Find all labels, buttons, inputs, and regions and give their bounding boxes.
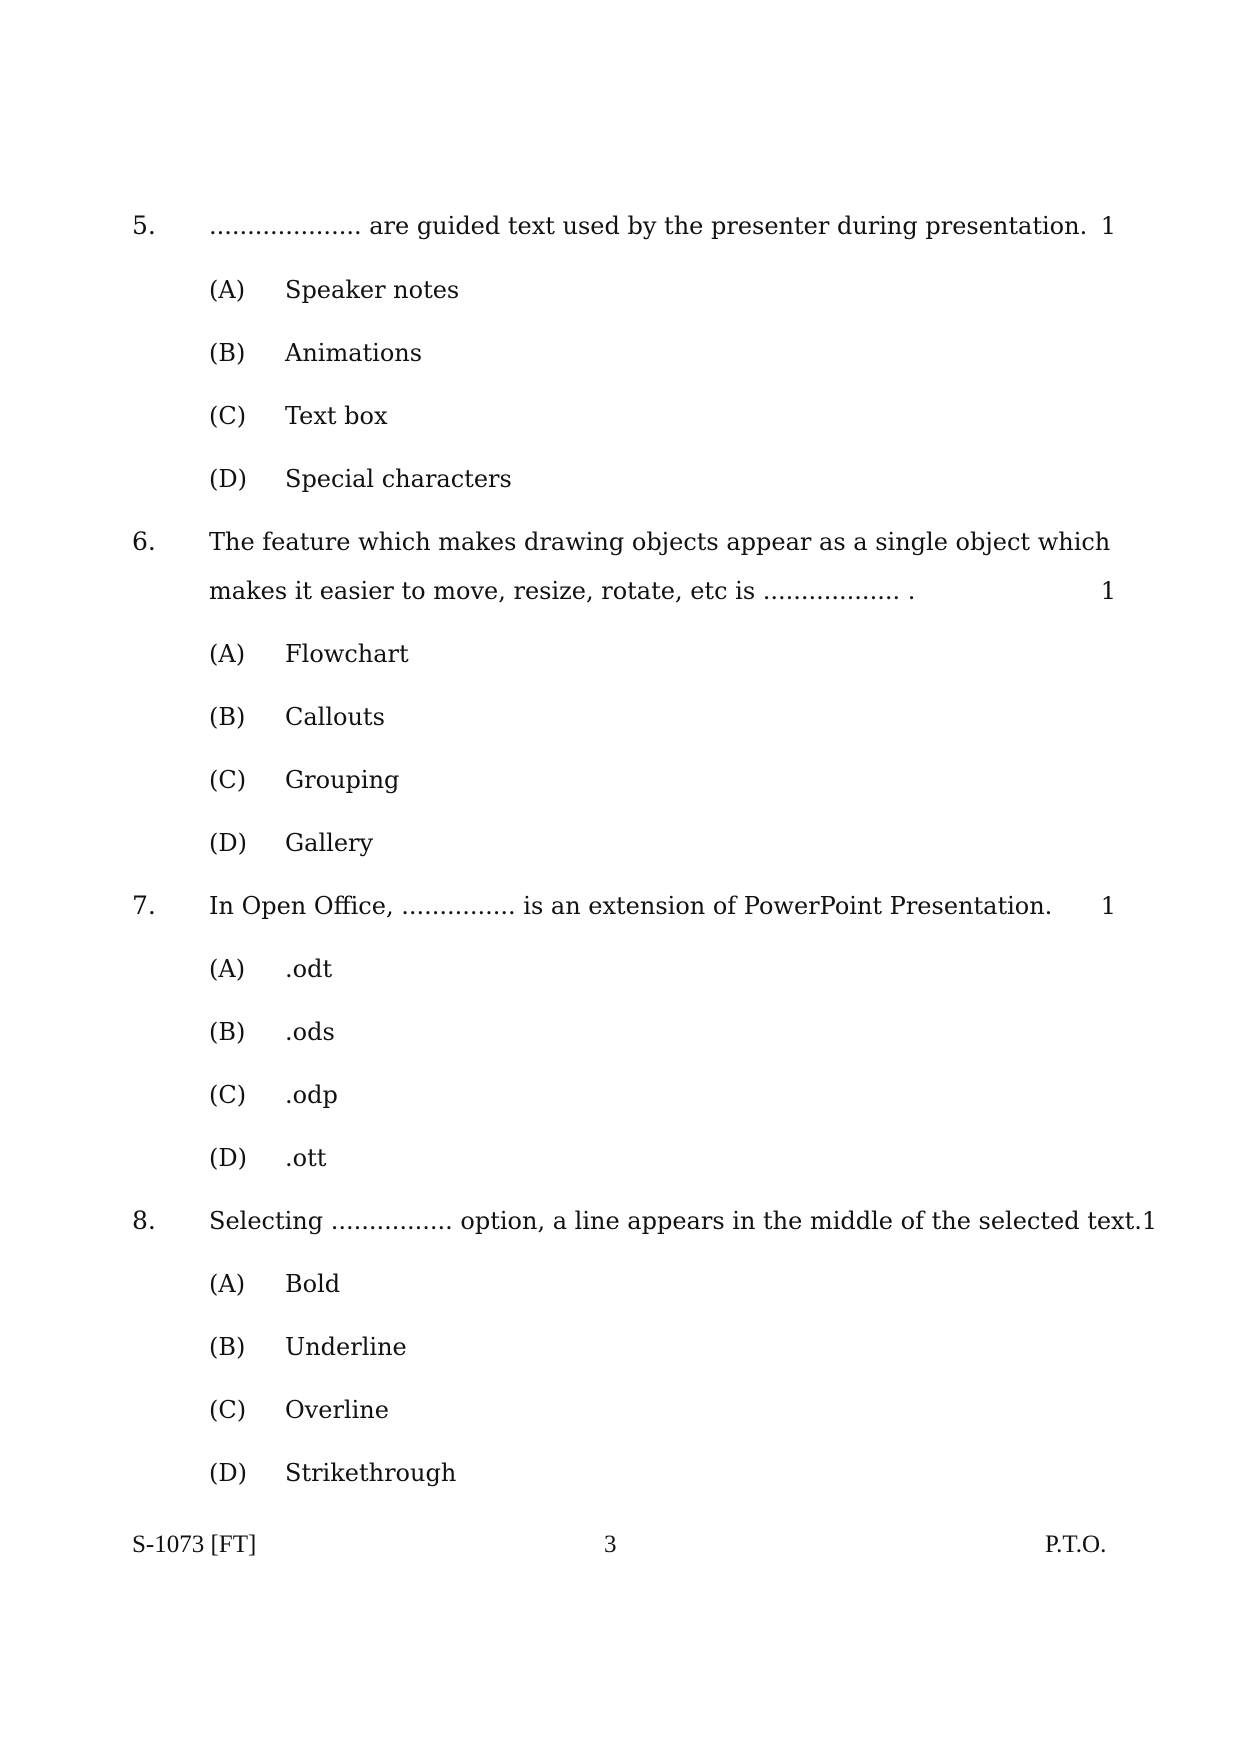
question-marks: 1	[1141, 1207, 1158, 1235]
option	[209, 765, 399, 795]
option-text: .ods	[285, 1018, 335, 1046]
option-letter: (B)	[209, 703, 246, 731]
option	[209, 1080, 338, 1110]
option-letter: (C)	[209, 1396, 247, 1424]
option-letter: (A)	[209, 640, 246, 668]
option	[209, 1017, 335, 1047]
question-text-line: In Open Office, ............... is an extension of PowerPoint Presentation.	[209, 892, 1053, 920]
option	[209, 1395, 389, 1425]
option-text: Overline	[285, 1396, 389, 1424]
question-text	[209, 211, 1116, 241]
question-text-line	[209, 527, 1116, 557]
option-text: Underline	[285, 1333, 407, 1361]
option-letter: (C)	[209, 1081, 247, 1109]
option	[209, 702, 385, 732]
option	[209, 1269, 340, 1299]
option-text: Speaker notes	[285, 276, 460, 304]
option-text: Special characters	[285, 465, 512, 493]
option-letter: (D)	[209, 829, 247, 857]
paper-code: S-1073 [FT]	[132, 1531, 257, 1558]
option-text: Strikethrough	[285, 1459, 457, 1487]
question-text	[209, 891, 1116, 921]
option	[209, 1332, 407, 1362]
question-number: 7.	[132, 891, 156, 920]
option-text: Gallery	[285, 829, 374, 857]
option	[209, 338, 422, 368]
question-text-line: The feature which makes drawing objects appear as a single object which	[209, 528, 1111, 556]
option-text: .odp	[285, 1081, 338, 1109]
option-letter: (C)	[209, 766, 247, 794]
question-text-line: .................... are guided text used by the presenter during presentation.	[209, 212, 1088, 240]
option	[209, 639, 409, 669]
option-letter: (B)	[209, 339, 246, 367]
option	[209, 1458, 456, 1488]
option-text: Bold	[285, 1270, 341, 1298]
option	[209, 464, 512, 494]
option	[209, 1143, 326, 1173]
option-text: .odt	[285, 955, 333, 983]
option-letter: (A)	[209, 276, 246, 304]
option-text: Flowchart	[285, 640, 409, 668]
option-letter: (B)	[209, 1018, 246, 1046]
option-text: .ott	[285, 1144, 327, 1172]
option-text: Text box	[285, 402, 388, 430]
question-text-line: Selecting ................ option, a line appears in the middle of the selected text.	[209, 1207, 1142, 1235]
option-text: Animations	[285, 339, 423, 367]
option-letter: (D)	[209, 1459, 247, 1487]
option-letter: (C)	[209, 402, 247, 430]
option-text: Grouping	[285, 766, 400, 794]
option	[209, 275, 459, 305]
question-marks: 1	[1100, 892, 1116, 920]
option-text: Callouts	[285, 703, 385, 731]
pto-label: P.T.O.	[1045, 1531, 1107, 1558]
option	[209, 401, 388, 431]
question-text	[209, 1206, 1158, 1236]
option-letter: (D)	[209, 465, 247, 493]
option-letter: (D)	[209, 1144, 247, 1172]
question-marks: 1	[1100, 212, 1116, 240]
question-text-line: makes it easier to move, resize, rotate, etc is .................. .	[209, 577, 916, 605]
option-letter: (B)	[209, 1333, 246, 1361]
page-number: 3	[604, 1531, 617, 1558]
question-text	[209, 576, 1116, 606]
option	[209, 954, 332, 984]
option-letter: (A)	[209, 955, 246, 983]
question-number: 5.	[132, 211, 156, 240]
question-number: 6.	[132, 527, 156, 556]
option	[209, 828, 373, 858]
question-number: 8.	[132, 1206, 156, 1235]
question-marks: 1	[1100, 577, 1116, 605]
option-letter: (A)	[209, 1270, 246, 1298]
